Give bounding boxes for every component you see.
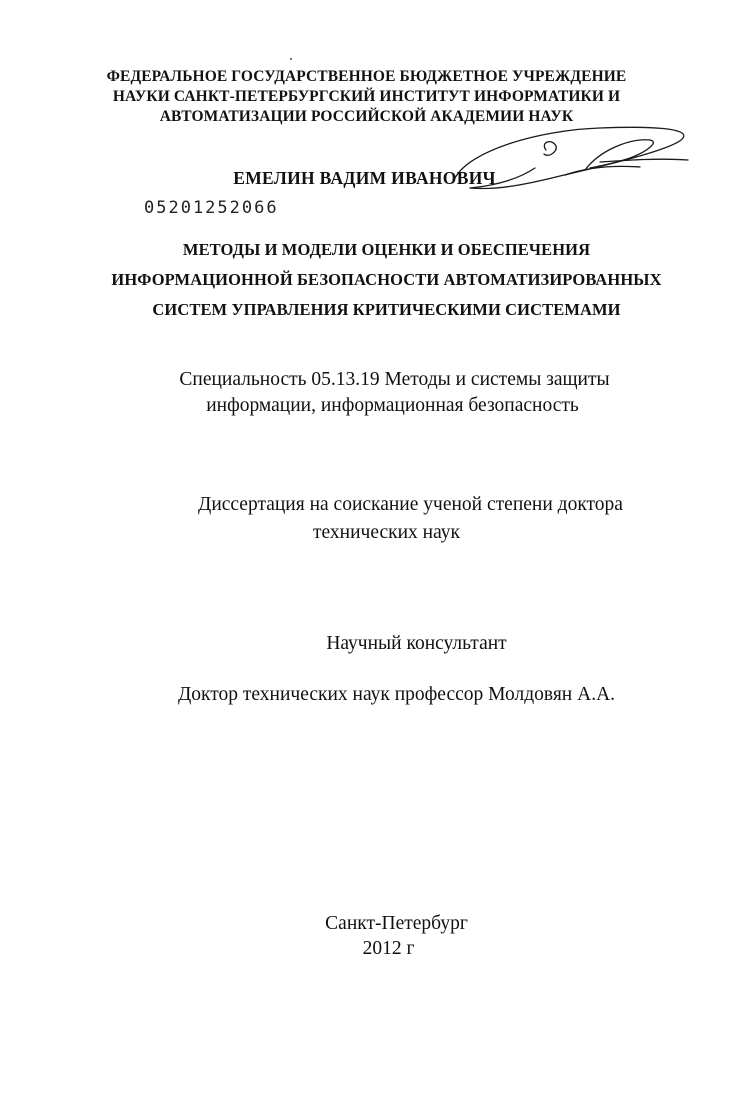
specialty-line-1: Специальность 05.13.19 Методы и системы защиты [179,369,610,390]
advisor-name: Доктор технических наук профессор Молдовян А.А. [177,684,616,705]
registration-number-stamp: 05201252066 [144,198,279,218]
advisor-heading: Научный консультант [326,633,507,654]
year: 2012 г [362,938,415,959]
author-name: ЕМЕЛИН ВАДИМ ИВАНОВИЧ [233,168,496,188]
dissertation-line-1: Диссертация на соискание ученой степени доктора [198,494,623,515]
city: Санкт-Петербург [325,913,468,934]
institution-line-3: АВТОМАТИЗАЦИИ РОССИЙСКОЙ АКАДЕМИИ НАУК [159,108,574,125]
specialty-line-2: информации, информационная безопасность [206,395,579,416]
title-line-3: СИСТЕМ УПРАВЛЕНИЯ КРИТИЧЕСКИМИ СИСТЕМАМИ [152,300,621,319]
institution-line-2: НАУКИ САНКТ-ПЕТЕРБУРГСКИЙ ИНСТИТУТ ИНФОРМАТИКИ И [112,88,621,105]
institution-line-1: ФЕДЕРАЛЬНОЕ ГОСУДАРСТВЕННОЕ БЮДЖЕТНОЕ УЧРЕЖДЕНИЕ [106,68,627,85]
title-line-2: ИНФОРМАЦИОННОЙ БЕЗОПАСНОСТИ АВТОМАТИЗИРОВАННЫХ [111,270,662,289]
dissertation-line-2: технических наук [312,522,460,543]
signature-icon [0,0,733,260]
title-line-1: МЕТОДЫ И МОДЕЛИ ОЦЕНКИ И ОБЕСПЕЧЕНИЯ [182,240,591,259]
